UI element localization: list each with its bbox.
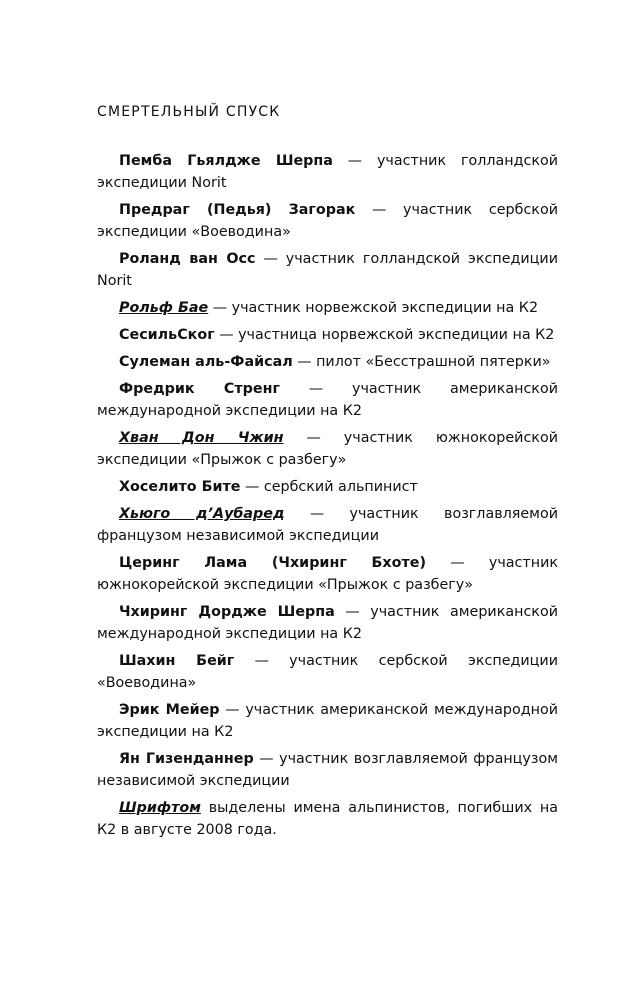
climber-description: — участник возглавляемой французом независимой экспедиции [97,751,558,789]
climber-description: — участник голландской экспедиции Norit [97,251,558,289]
climber-description: — участница норвежской экспедиции на К2 [214,327,555,343]
roster-entry [97,503,558,547]
climber-description: — участник возглавляемой французом независимой экспедиции [97,506,558,544]
climber-name: Хоселито Бите [119,479,241,495]
roster-entry [97,324,558,346]
climber-name: Эрик Мейер [119,702,220,718]
roster-entry [97,199,558,243]
climber-description: — пилот «Бесстрашной пятерки» [292,354,551,370]
roster-entry [97,427,558,471]
climber-name: Рольф Бае [119,300,209,316]
roster-entry [97,150,558,194]
climber-description: — участник южнокорейской экспедиции «Прыжок с разбегу» [97,430,558,468]
climber-name: Пемба Гьялдже Шерпа [119,153,333,169]
roster-entry [97,351,558,373]
climber-description: — участник американской международной экспедиции на К2 [97,702,558,740]
climber-name: Сулеман аль-Файсал [119,354,293,370]
climber-name: СесильСког [119,327,215,343]
climber-description: — участник сербской экспедиции «Воеводина» [97,653,558,691]
climber-name: Роланд ван Осс [119,251,256,267]
roster-entry [97,601,558,645]
climber-description: — участник норвежской экспедиции на К2 [208,300,539,316]
climber-description: — участник американской международной экспедиции на К2 [97,604,558,642]
roster-entry [97,297,558,319]
climber-name: Хван Дон Чжин [119,430,284,446]
roster-entry [97,476,558,498]
roster-entry [97,748,558,792]
running-head: СМЕРТЕЛЬНЫЙ СПУСК [97,104,281,120]
climber-description: — участник сербской экспедиции «Воеводина» [97,202,558,240]
roster-entry [97,699,558,743]
roster-list [97,150,558,841]
climber-name: Ян Гизенданнер [119,751,254,767]
climber-name: Шахин Бейг [119,653,235,669]
climber-name: Фредрик Стренг [119,381,280,397]
climber-description: — сербский альпинист [240,479,418,495]
roster-entry [97,552,558,596]
footnote-marker: Шрифтом [119,800,201,816]
climber-name: Церинг Лама (Чхиринг Бхоте) [119,555,426,571]
climber-description: — участник южнокорейской экспедиции «Прыжок с разбегу» [97,555,558,593]
climber-name: Чхиринг Дордже Шерпа [119,604,335,620]
roster-entry [97,378,558,422]
footnote [97,797,558,841]
climber-name: Предраг (Педья) Загорак [119,202,356,218]
roster-entry [97,650,558,694]
climber-name: Хьюго д’Аубаред [119,506,285,522]
climber-description: — участник голландской экспедиции Norit [97,153,559,191]
climber-description: — участник американской международной экспедиции на К2 [97,381,558,419]
roster-entry [97,248,558,292]
footnote-text: выделены имена альпинистов, погибших на К2 в августе 2008 года. [97,800,558,838]
